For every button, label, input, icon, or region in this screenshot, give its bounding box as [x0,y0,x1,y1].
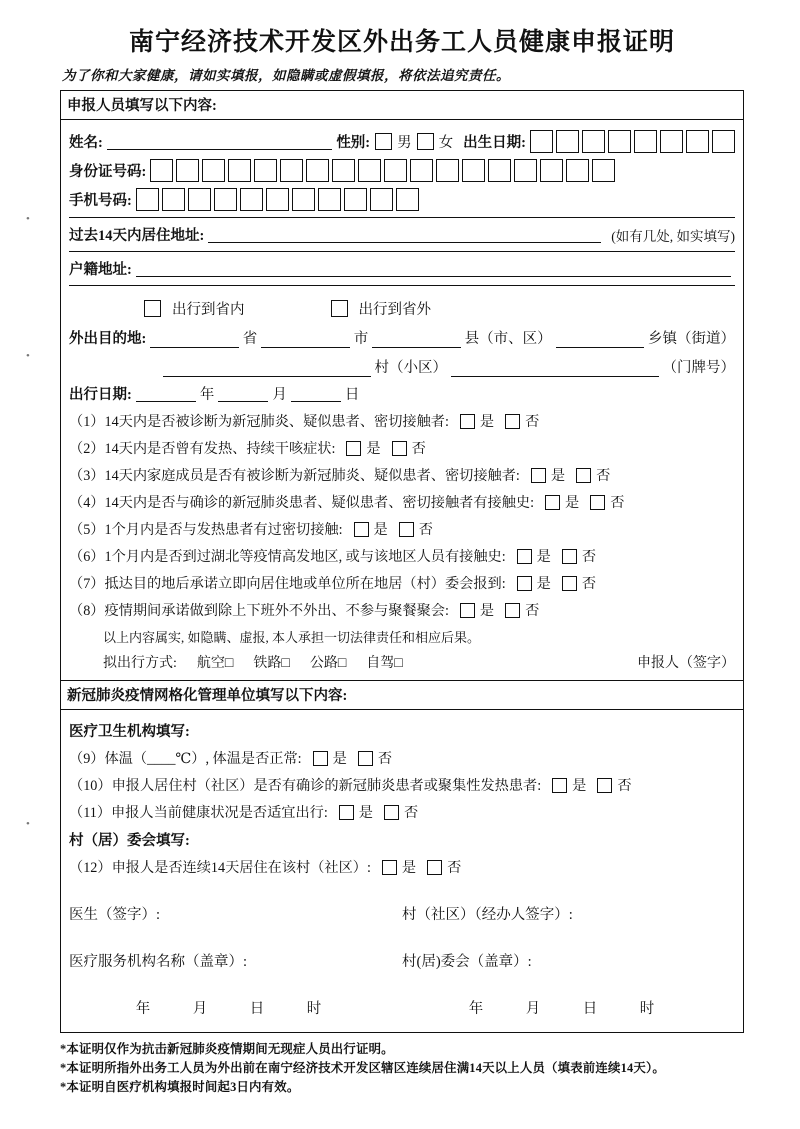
id-box[interactable] [176,159,199,182]
destination-house [447,356,735,377]
medical-section [61,710,743,1032]
question-text: （3）14天内家庭成员是否有被诊断为新冠肺炎、疑似患者、密切接触者: [69,468,520,484]
question-text: （6）1个月内是否到过湖北等疫情高发地区, 或与该地区人员有接触史: [69,549,506,565]
birthdate-box[interactable] [556,130,579,153]
gender-female-checkbox[interactable] [417,133,434,150]
question-no-label: 否 [596,468,611,484]
question-no-checkbox[interactable] [562,549,577,564]
question-no-option[interactable] [585,492,624,512]
destination-town [552,327,735,348]
departure-date-label: 出行日期: [69,387,132,403]
travel-mode-option-rail[interactable]: 铁路□ [253,656,290,671]
divider-2 [69,251,735,252]
q9-no-checkbox[interactable] [358,751,373,766]
destination-house-unit: （门牌号） [662,360,735,376]
gender-male-label: 男 [397,135,412,151]
question-no-option[interactable] [557,573,596,593]
household-address-label: 户籍地址: [69,262,132,278]
address14-note: (如有几处, 如实填写) [611,228,735,244]
question-no-option[interactable] [557,546,596,566]
question-yes-label: 是 [479,603,495,619]
q9-no-label: 否 [377,751,393,767]
question-yes-checkbox[interactable] [517,576,532,591]
q9-yes-checkbox[interactable] [313,751,328,766]
phone-box[interactable] [318,188,341,211]
section-band-grid-unit: 新冠肺炎疫情网格化管理单位填写以下内容: [61,680,743,710]
question-row [69,411,735,431]
question-yes-option[interactable] [455,411,494,431]
question-no-checkbox[interactable] [590,495,605,510]
phone-box[interactable] [162,188,185,211]
question-no-checkbox[interactable] [505,603,520,618]
gender-male-checkbox[interactable] [375,133,392,150]
question-row-11 [69,802,735,822]
id-box[interactable] [436,159,459,182]
travel-mode-option-air[interactable]: 航空□ [196,656,234,671]
question-no-option[interactable] [571,465,610,485]
q10-yes-label: 是 [572,778,587,794]
id-box[interactable] [410,159,433,182]
id-box[interactable] [488,159,511,182]
birthdate-label: 出生日期: [463,135,526,151]
question-yes-label: 是 [565,495,580,511]
q12-yes-option[interactable] [377,857,416,877]
destination-province [146,327,257,348]
destination-village-unit: 村（小区） [374,360,447,376]
phone-number-label: 手机号码: [69,193,132,209]
destination-label: 外出目的地: [69,331,147,347]
phone-box[interactable] [188,188,211,211]
question-row-10 [69,775,735,795]
question-row [69,465,735,485]
address14-row [69,224,735,245]
question-no-label: 否 [610,495,625,511]
q9-yes-label: 是 [332,751,347,767]
destination-town-input[interactable] [556,332,644,348]
q11-no-checkbox[interactable] [384,805,399,820]
destination-city [257,327,368,348]
footnotes [60,1040,744,1098]
village-signature-label[interactable]: 村（社区）（经办人签字）: [402,907,573,923]
q11-no-label: 否 [404,805,419,821]
pledge-text: 以上内容属实, 如隐瞒、虚报, 本人承担一切法律责任和相应后果。 [103,630,481,645]
question-row-9 [69,748,735,768]
departure-day-input[interactable] [291,386,341,402]
applicant-signature-label[interactable]: 申报人（签字） [637,656,735,671]
departure-month-input[interactable] [218,386,268,402]
question-text: （2）14天内是否曾有发热、持续干咳症状: [69,441,336,457]
question-yes-option[interactable] [512,573,551,593]
question-row [69,438,735,458]
gender-label: 性别: [336,135,371,151]
question-no-option[interactable] [500,411,539,431]
birthdate-box[interactable] [582,130,605,153]
question-text: （8）疫情期间承诺做到除上下班外不外出、不参与聚餐聚会: [69,603,449,619]
question-row [69,600,735,620]
question-yes-checkbox[interactable] [354,522,369,537]
question-yes-checkbox[interactable] [531,468,546,483]
stamp-row [69,950,735,971]
phone-box[interactable] [344,188,367,211]
q9-no-option[interactable] [353,748,392,768]
question-no-label: 否 [418,522,433,538]
question-yes-label: 是 [536,549,551,565]
phone-box[interactable] [136,188,159,211]
question-row [69,492,735,512]
id-box[interactable] [228,159,251,182]
phone-number-boxes[interactable] [136,188,419,211]
question-yes-label: 是 [366,441,381,457]
phone-box[interactable] [370,188,393,211]
id-box[interactable] [592,159,615,182]
question-yes-option[interactable] [341,438,380,458]
destination-row [69,327,735,348]
travel-in-province-label: 出行到省内 [172,302,245,318]
village-date-label[interactable]: 年 月 日 时 [468,1001,669,1017]
stamp-date-row [69,997,735,1018]
id-box[interactable] [202,159,225,182]
id-box[interactable] [462,159,485,182]
destination-village [159,356,447,377]
question-yes-option[interactable] [455,600,494,620]
name-label: 姓名: [69,135,103,151]
id-box[interactable] [254,159,277,182]
page-subtitle: 为了你和大家健康，请如实填报，如隐瞒或虚假填报，将依法追究责任。 [62,68,510,83]
q12-yes-label: 是 [401,860,417,876]
q10-no-option[interactable] [592,775,631,795]
address14-input[interactable] [208,227,601,243]
travel-out-province-label: 出行到省外 [358,302,431,318]
birthdate-box[interactable] [634,130,657,153]
q10-yes-checkbox[interactable] [552,778,567,793]
question-no-label: 否 [525,603,540,619]
birthdate-box[interactable] [660,130,683,153]
footnote-1: *本证明仅作为抗击新冠肺炎疫情期间无现症人员出行证明。 [60,1042,394,1056]
applicant-section [61,120,743,680]
question-yes-option[interactable] [540,492,579,512]
q11-no-option[interactable] [379,802,418,822]
travel-mode-option-selfdrive[interactable]: 自驾□ [366,656,403,671]
id-box[interactable] [332,159,355,182]
id-number-label: 身份证号码: [69,164,147,180]
departure-date-row [69,383,735,404]
signature-row [69,903,735,924]
q12-yes-checkbox[interactable] [382,860,397,875]
question-text: （9）体温（____℃）, 体温是否正常: [69,751,302,767]
question-text: （11）申报人当前健康状况是否适宜出行: [69,805,328,821]
question-no-checkbox[interactable] [576,468,591,483]
travel-mode-row [103,652,735,672]
q11-yes-checkbox[interactable] [339,805,354,820]
divider-1 [69,217,735,218]
question-text: （12）申报人是否连续14天居住在该村（社区）: [69,860,371,876]
question-text: （4）14天内是否与确诊的新冠肺炎患者、疑似患者、密切接触者有接触史: [69,495,535,511]
question-no-checkbox[interactable] [562,576,577,591]
birthdate-box[interactable] [608,130,631,153]
phone-box[interactable] [292,188,315,211]
divider-3 [69,285,735,286]
question-row [69,573,735,593]
q10-no-label: 否 [617,778,632,794]
question-yes-checkbox[interactable] [460,603,475,618]
destination-city-input[interactable] [261,332,349,348]
q12-no-option[interactable] [422,857,461,877]
gender-female-label: 女 [438,135,454,151]
destination-county [368,327,551,348]
footnote-2: *本证明所指外出务工人员为外出前在南宁经济技术开发区辖区连续居住满14天以上人员（填表前连续14天）。 [60,1061,665,1076]
medical-org-header: 医疗卫生机构填写: [69,724,190,740]
question-no-option[interactable] [387,438,426,458]
question-yes-label: 是 [479,414,495,430]
question-row [69,519,735,539]
id-box[interactable] [384,159,407,182]
question-yes-checkbox[interactable] [545,495,560,510]
id-box[interactable] [150,159,173,182]
travel-in-province-checkbox[interactable] [144,300,161,317]
destination-province-input[interactable] [150,332,238,348]
margin-tick-3: • [26,818,30,830]
question-no-checkbox[interactable] [505,414,520,429]
destination-city-unit: 市 [353,331,369,347]
birthdate-box[interactable] [686,130,709,153]
question-text: （5）1个月内是否与发热患者有过密切接触: [69,522,343,538]
question-no-option[interactable] [500,600,539,620]
doctor-signature-label[interactable]: 医生（签字）: [69,907,161,923]
question-yes-checkbox[interactable] [460,414,475,429]
question-no-checkbox[interactable] [392,441,407,456]
travel-mode-label: 拟出行方式: [103,656,177,671]
phone-number-row [69,188,735,211]
question-row-12 [69,857,735,877]
id-box[interactable] [514,159,537,182]
form-container [60,90,744,1033]
id-box[interactable] [358,159,381,182]
phone-box[interactable] [240,188,263,211]
destination-province-unit: 省 [242,331,258,347]
question-yes-checkbox[interactable] [346,441,361,456]
destination-house-input[interactable] [451,361,659,377]
destination-town-unit: 乡镇（街道） [648,331,736,347]
question-yes-label: 是 [536,576,551,592]
question-yes-label: 是 [550,468,566,484]
question-yes-checkbox[interactable] [517,549,532,564]
destination-village-input[interactable] [163,361,371,377]
medical-date-label[interactable]: 年 月 日 时 [135,1001,336,1017]
birthdate-box[interactable] [530,130,553,153]
footnote-3: *本证明自医疗机构填报时间起3日内有效。 [60,1080,300,1095]
name-gender-birth-row [69,130,735,153]
q11-yes-option[interactable] [334,802,373,822]
page-title: 南宁经济技术开发区外出务工人员健康申报证明 [128,27,675,56]
question-yes-label: 是 [373,522,388,538]
margin-tick-1: • [26,213,30,225]
q12-no-label: 否 [447,860,462,876]
birthdate-box[interactable] [712,130,735,153]
question-no-option[interactable] [394,519,433,539]
departure-year-unit: 年 [199,387,215,403]
q10-no-checkbox[interactable] [597,778,612,793]
id-box[interactable] [306,159,329,182]
q12-no-checkbox[interactable] [427,860,442,875]
question-yes-option[interactable] [512,546,551,566]
departure-year-input[interactable] [136,386,196,402]
birthdate-boxes[interactable] [530,130,735,153]
departure-day-unit: 日 [344,387,360,403]
village-org-stamp-label[interactable]: 村(居)委会（盖章）: [402,954,532,970]
question-text: （10）申报人居住村（社区）是否有确诊的新冠肺炎患者或聚集性发热患者: [69,778,542,794]
household-address-input[interactable] [136,261,731,277]
village-committee-header: 村（居）委会填写: [69,833,190,849]
id-box[interactable] [280,159,303,182]
destination-county-unit: 县（市、区） [464,331,552,347]
departure-month-unit: 月 [272,387,287,403]
destination-county-input[interactable] [372,332,460,348]
q10-yes-option[interactable] [547,775,586,795]
id-number-boxes[interactable] [150,159,615,182]
travel-mode-option-road[interactable]: 公路□ [309,656,347,671]
question-row [69,546,735,566]
medical-org-stamp-label[interactable]: 医疗服务机构名称（盖章）: [69,954,248,970]
section-band-applicant: 申报人员填写以下内容: [61,91,743,120]
question-no-checkbox[interactable] [399,522,414,537]
margin-tick-2: • [26,350,30,362]
id-box[interactable] [566,159,589,182]
phone-box[interactable] [266,188,289,211]
travel-out-province-checkbox[interactable] [331,300,348,317]
question-text: （1）14天内是否被诊断为新冠肺炎、疑似患者、密切接触者: [69,414,449,430]
name-input[interactable] [107,134,332,150]
question-yes-option[interactable] [349,519,388,539]
question-no-label: 否 [581,549,597,565]
address14-label: 过去14天内居住地址: [69,228,205,244]
q11-yes-label: 是 [358,805,373,821]
destination-row-2 [159,356,735,377]
household-address-row [69,258,735,279]
question-no-label: 否 [525,414,540,430]
question-yes-option[interactable] [526,465,565,485]
q9-yes-option[interactable] [308,748,347,768]
travel-scope-row [139,298,735,319]
question-no-label: 否 [581,576,597,592]
question-text: （7）抵达目的地后承诺立即向居住地或单位所在地居（村）委会报到: [69,576,506,592]
id-box[interactable] [540,159,563,182]
id-number-row [69,159,735,182]
phone-box[interactable] [214,188,237,211]
phone-box[interactable] [396,188,419,211]
question-no-label: 否 [411,441,426,457]
